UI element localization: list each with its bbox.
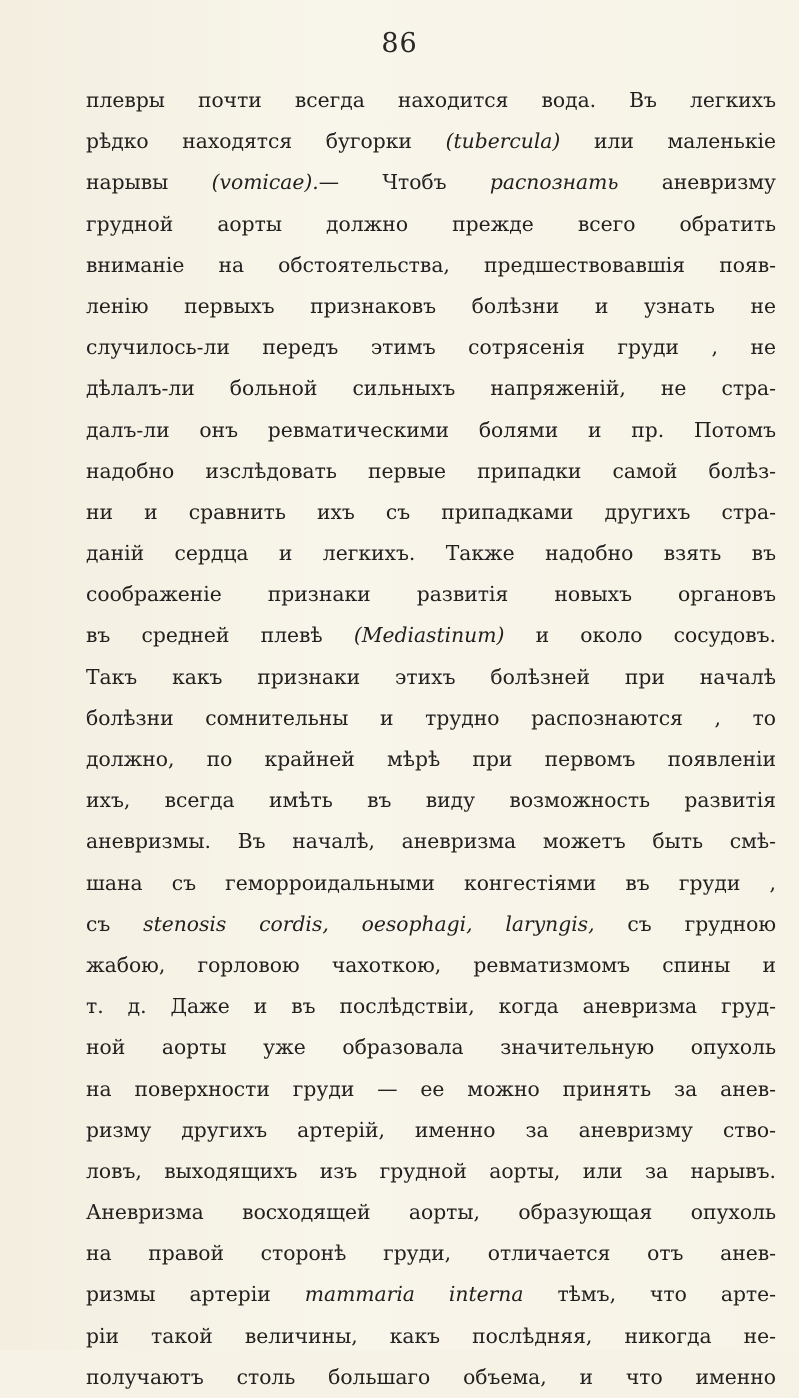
text-line — [86, 533, 776, 574]
text-segment: ріи такой величины, какъ послѣдняя, никогда не- — [86, 1323, 776, 1348]
text-line — [86, 1151, 776, 1192]
text-segment: должно, по крайней мѣрѣ при первомъ появленіи — [86, 747, 776, 771]
text-segment: ленію первыхъ признаковъ болѣзни и узнать не — [86, 293, 776, 318]
text-segment: тѣмъ, что арте- — [523, 1282, 776, 1307]
text-line — [86, 204, 776, 245]
text-segment: даній сердца и легкихъ. Также надобно взять въ — [86, 541, 776, 566]
text-segment: получаютъ столь большаго объема, и что именно — [86, 1364, 776, 1389]
text-segment: съ грудною — [594, 911, 776, 936]
text-segment: въ средней плевѣ — [86, 623, 354, 648]
text-line — [86, 615, 776, 656]
text-segment: болѣзни сомнительны и трудно распознаются , то — [86, 705, 776, 730]
text-segment: на поверхности груди — ее можно принять за анев- — [86, 1076, 776, 1101]
text-segment: Такъ какъ признаки этихъ болѣзней при началѣ — [86, 664, 776, 689]
text-segment: шана съ геморроидальными конгестіями въ груди , — [86, 870, 776, 895]
text-line — [86, 945, 776, 986]
text-segment: плевры почти всегда находится вода. Въ легкихъ — [86, 88, 776, 112]
text-segment: Аневризма восходящей аорты, образующая опухоль — [86, 1200, 776, 1225]
text-line — [86, 1192, 776, 1233]
text-line — [86, 1233, 776, 1274]
text-segment: съ — [86, 911, 144, 936]
text-line — [86, 904, 776, 945]
text-segment: на правой сторонѣ груди, отличается отъ анев- — [86, 1241, 776, 1266]
text-segment: — Чтобъ — [318, 170, 490, 195]
text-segment: соображеніе признаки развитія новыхъ органовъ — [86, 582, 776, 607]
text-line — [86, 1110, 776, 1151]
italic-term: (Mediastinum) — [353, 623, 505, 648]
text-line — [86, 821, 776, 862]
text-segment: нарывы — [86, 170, 212, 195]
text-line — [86, 698, 776, 739]
text-line — [86, 162, 776, 203]
text-line — [86, 657, 776, 698]
text-segment: ризму другихъ артерій, именно за аневризму ство- — [86, 1117, 776, 1142]
text-segment: ной аорты уже образовала значительную опухоль — [86, 1035, 776, 1060]
text-segment: далъ-ли онъ ревматическими болями и пр. Потомъ — [86, 417, 776, 442]
text-line — [86, 1027, 776, 1068]
text-segment: вниманіе на обстоятельства, предшествовавшія появ- — [86, 252, 776, 277]
body-text — [86, 80, 776, 1398]
text-segment: случилось-ли передъ этимъ сотрясенія груди , не — [86, 335, 776, 360]
text-segment: надобно изслѣдовать первые припадки самой болѣз- — [86, 458, 776, 483]
text-segment: т. д. Даже и въ послѣдствіи, когда аневризма груд- — [86, 994, 776, 1019]
text-segment: или маленькіе — [560, 129, 776, 154]
italic-term: stenosis cordis, oesophagi, laryngis, — [143, 911, 595, 936]
text-segment: дѣлалъ-ли больной сильныхъ напряженій, не стра- — [86, 376, 776, 401]
text-segment: ловъ, выходящихъ изъ грудной аорты, или за нарывъ. — [86, 1158, 776, 1183]
text-segment: рѣдко находятся бугорки — [86, 129, 446, 154]
text-line — [86, 410, 776, 451]
text-segment: аневризму — [618, 170, 776, 195]
text-line — [86, 80, 776, 121]
italic-term: (tubercula) — [445, 129, 561, 154]
text-segment: и около сосудовъ. — [504, 623, 776, 648]
page-number: 86 — [381, 28, 418, 59]
text-segment: аневризмы. Въ началѣ, аневризма можетъ быть смѣ- — [86, 829, 776, 854]
text-line — [86, 986, 776, 1027]
text-line — [86, 245, 776, 286]
text-line — [86, 451, 776, 492]
text-segment: ни и сравнить ихъ съ припадками другихъ стра- — [86, 499, 776, 524]
text-line — [86, 574, 776, 615]
text-segment: грудной аорты должно прежде всего обратить — [86, 211, 776, 236]
text-line — [86, 286, 776, 327]
italic-term: (vomicae). — [211, 170, 319, 195]
text-segment: ихъ, всегда имѣть въ виду возможность развитія — [86, 788, 776, 813]
text-segment: жабою, горловою чахоткою, ревматизмомъ спины и — [86, 952, 776, 977]
text-line — [86, 1357, 776, 1398]
italic-term: mammaria interna — [304, 1282, 524, 1307]
text-line — [86, 492, 776, 533]
text-line — [86, 121, 776, 162]
text-line — [86, 327, 776, 368]
text-line — [86, 1316, 776, 1357]
text-line — [86, 1274, 776, 1315]
text-segment: ризмы артеріи — [86, 1282, 305, 1307]
italic-term: распознать — [489, 170, 619, 195]
text-line — [86, 368, 776, 409]
text-line — [86, 863, 776, 904]
text-line — [86, 1069, 776, 1110]
text-line — [86, 780, 776, 821]
text-line — [86, 739, 776, 780]
